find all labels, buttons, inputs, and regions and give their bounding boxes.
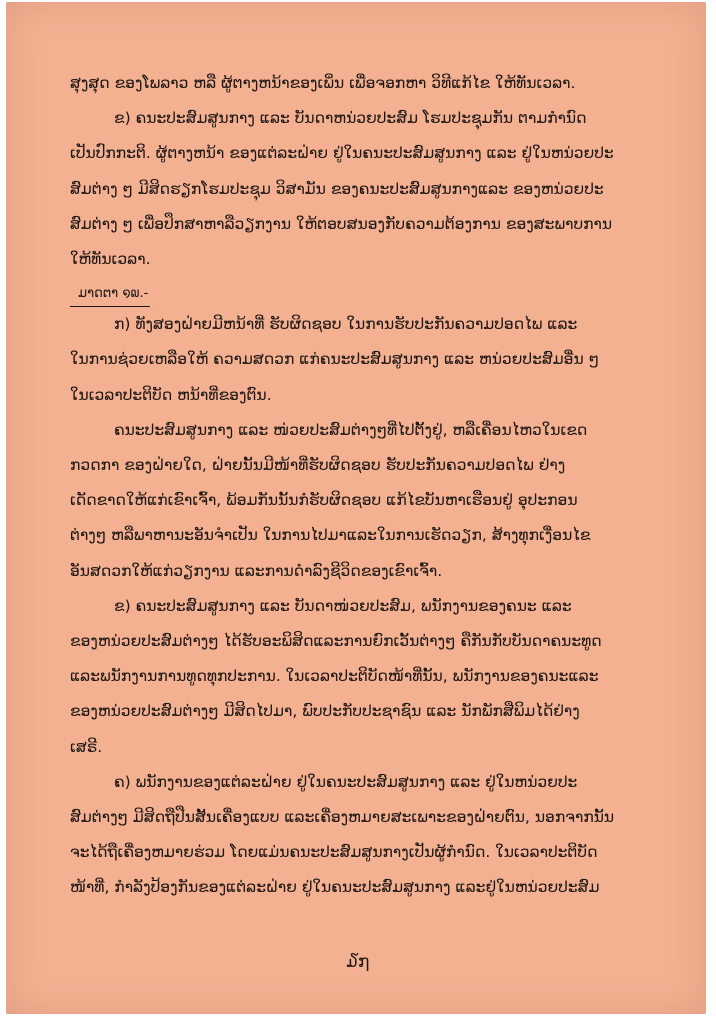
text-line: ສຸງສຸດ ຂອງໂພລາວ ຫລື ຜູ້ຕາງຫນ້າຂອງເພິ່ນ ເພື່ອຈອກຫາ ວິທີແກ້ໄຂ ໃຫ້ທັນເວລາ.	[70, 74, 576, 92]
text-line: ຂອງຫນ່ວຍປະສົມຕ່າງໆ ມີສິດໄປມາ, ພົບປະກັບປະຊາຊົນ ແລະ ນັກພັກສືພິມໄດ້ຢ່າງ	[70, 702, 580, 721]
page-number: ໓໗	[346, 952, 370, 972]
text-line: ໃນເວລາປະຕິບັດ ຫນ້າທີ່ຂອງຕົນ.	[70, 385, 272, 404]
text-line: ໃນການຊ່ວຍເຫລືອໃຫ້ ຄວາມສດວກ ແກ່ຄນະປະສົມສູນກາງ ແລະ ຫນ່ວຍປະສົມອື່ນ ໆ	[70, 350, 600, 369]
section-heading: ມາດຕາ ໑໙.-	[70, 283, 150, 307]
text-line: ແລະພນັກງານການທູດທຸກປະການ. ໃນເວລາປະຕິບັດໜ້າທີ່ນັ້ນ, ພນັກງານຂອງຄນະແລະ	[70, 667, 599, 686]
text-line: ຈະໄດ້ຖືເຄື່ອງຫມາຍຮ່ວມ ໂດຍແມ່ນຄນະປະສົມສູນກາງເປັນຜູ້ກຳນົດ. ໃນເວລາປະຕິບັດ	[70, 843, 598, 862]
text-line: ຂ) ຄນະປະສົມສູນກາງ ແລະ ບັນດາໜ່ວຍປະສົມ, ພນັກງານຂອງຄນະ ແລະ	[114, 596, 572, 615]
section-heading-row	[70, 277, 670, 307]
text-line: ສົມຕ່າງ ໆ ມີສິດຮຽກໂຮມປະຊຸມ ວິສາມັນ ຂອງຄນະປະສົມສູນກາງແລະ ຂອງຫນ່ວຍປະ	[70, 179, 604, 198]
text-line: ຄ) ພນັກງານຂອງແຕ່ລະຝ່າຍ ຢູ່ໃນຄນະປະສົມສູນກາງ ແລະ ຢູ່ໃນຫນ່ວຍປະ	[114, 772, 578, 791]
text-line: ກ) ທັງສອງຝ່າຍມີຫນ້າທີ່ ຮັບຜິດຊອບ ໃນການຮັບປະກັນຄວາມປອດໄພ ແລະ	[114, 315, 578, 334]
text-line: ກວດກາ ຂອງຝ່າຍໃດ, ຝ່າຍນັ້ນມີໜ້າທີ່ຮັບຜິດຊອບ ຮັບປະກັນຄວາມປອດໄພ ຢ່າງ	[70, 456, 566, 475]
text-line: ເດັດຂາດໃຫ້ແກ່ເຂົາເຈົ້າ, ພ້ອມກັນນັ້ນກໍຮັບຜິດຊອບ ແກ້ໄຂບັນຫາເຮືອນຢູ່ ອຸປະກອນ	[70, 491, 578, 510]
text-line: ຂ) ຄນະປະສົມສູນກາງ ແລະ ບັນດາຫນ່ວຍປະສົມ ໂຮມປະຊຸມກັນ ຕາມກຳນົດ	[114, 109, 587, 128]
text-line: ເສຣີ.	[70, 737, 103, 756]
text-line: ສົມຕ່າງໆ ມີສິດຖືປືນສັ້ນເຄື່ອງແບບ ແລະເຄື່ອງຫມາຍສະເພາະຂອງຝ່າຍຕົນ, ນອກຈາກນັ້ນ	[70, 808, 615, 827]
text-line: ອັນສດວກໃຫ້ແກ່ວຽກງານ ແລະການດຳລົງຊີວິດຂອງເຂົາເຈົ້າ.	[70, 561, 443, 580]
text-line: ໜ້າທີ່, ກຳລັງປ້ອງກັນຂອງແຕ່ລະຝ່າຍ ຢູ່ໃນຄນະປະສົມສູນກາງ ແລະຢູ່ໃນຫນ່ວຍປະສົມ	[70, 878, 600, 897]
text-line: ສົມຕ່າງ ໆ ເພື່ອປຶກສາຫາລືວຽກງານ ໃຫ້ຕອບສນອງກັບຄວາມຕ້ອງການ ຂອງສະພາບການ	[70, 214, 613, 233]
text-line: ຕ່າງໆ ຫລືພາຫານະອັນຈຳເປັນ ໃນການໄປມາແລະໃນການເຮັດວຽກ, ສ້າງທຸກເງື່ອນໄຂ	[70, 526, 591, 545]
text-line: ຂອງຫນ່ວຍປະສົມຕ່າງໆ ໄດ້ຮັບອະພິສິດແລະການຍົກເວັ້ນຕ່າງໆ ຄືກັນກັບບັນດາຄນະທູດ	[70, 632, 602, 651]
text-line: ຄນະປະສົມສູນກາງ ແລະ ໜ່ວຍປະສົມຕ່າງໆທີ່ໄປຕັ້ງຢູ່, ຫລືເຄື່ອນໄຫວໃນເຂດ	[114, 420, 588, 439]
document-body	[70, 66, 670, 906]
text-line: ເປັນປົກກະຕິ. ຜູ້ຕາງຫນ້າ ຂອງແຕ່ລະຝ່າຍ ຢູ່ໃນຄນະປະສົມສູນກາງ ແລະ ຢູ່ໃນຫນ່ວຍປະ	[70, 144, 614, 163]
text-line: ໃຫ້ທັນເວລາ.	[70, 250, 151, 269]
